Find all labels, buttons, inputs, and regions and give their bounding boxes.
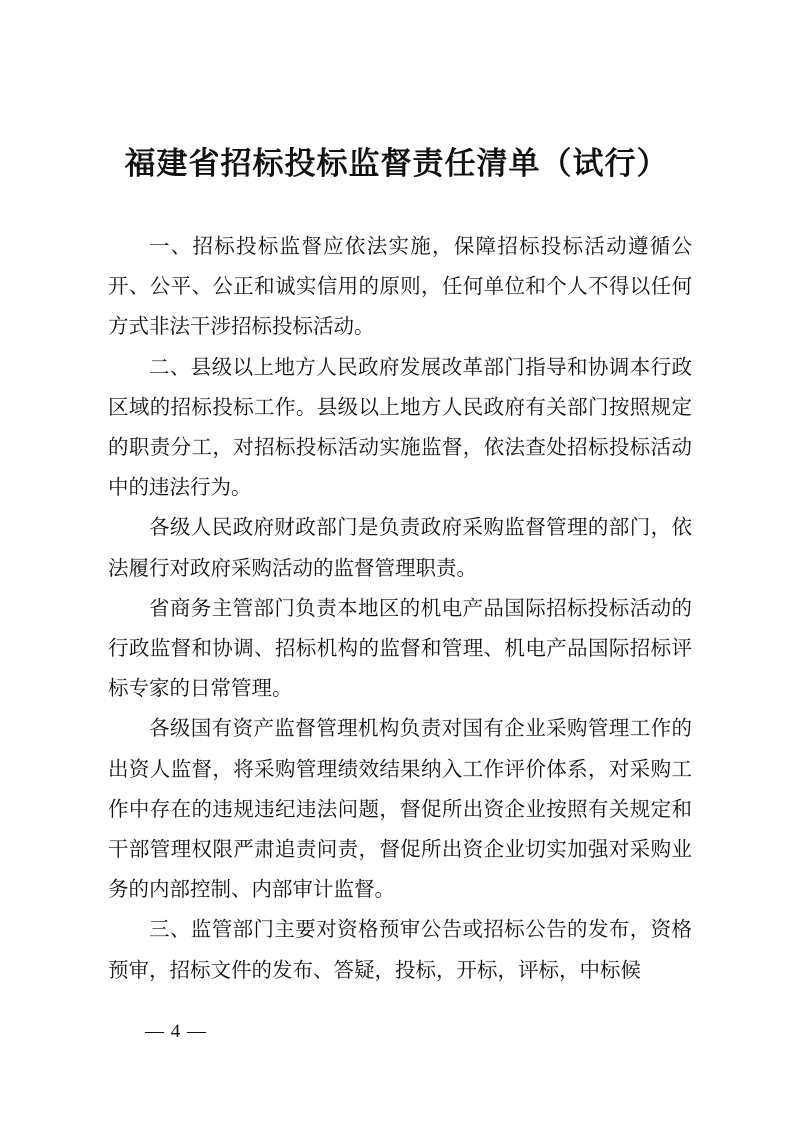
paragraph-3: 各级人民政府财政部门是负责政府采购监督管理的部门，依法履行对政府采购活动的监督管理职责。	[108, 515, 692, 580]
page-number: — 4 —	[145, 1021, 207, 1042]
paragraph-4: 省商务主管部门负责本地区的机电产品国际招标投标活动的行政监督和协调、招标机构的监督和管理、机电产品国际招标评标专家的日常管理。	[108, 595, 692, 701]
document-body	[108, 226, 692, 990]
paragraph-1: 一、招标投标监督应依法实施，保障招标投标活动遵循公开、公平、公正和诚实信用的原则，任何单位和个人不得以任何方式非法干涉招标投标活动。	[108, 234, 692, 339]
paragraph-5: 各级国有资产监督管理机构负责对国有企业采购管理工作的出资人监督，将采购管理绩效结果纳入工作评价体系，对采购工作中存在的违规违纪违法问题，督促所出资企业按照有关规定和干部管理权限严肃追责问责，督促所出资企业切实加强对采购业务的内部控制、内部审计监督。	[108, 716, 692, 902]
paragraph-2: 二、县级以上地方人民政府发展改革部门指导和协调本行政区域的招标投标工作。县级以上地方人民政府有关部门按照规定的职责分工，对招标投标活动实施监督，依法查处招标投标活动中的违法行为。	[108, 354, 692, 500]
paragraph-6: 三、监管部门主要对资格预审公告或招标公告的发布，资格预审，招标文件的发布、答疑，投标，开标，评标，中标候	[108, 917, 692, 982]
document-title: 福建省招标投标监督责任清单（试行）	[124, 146, 669, 182]
